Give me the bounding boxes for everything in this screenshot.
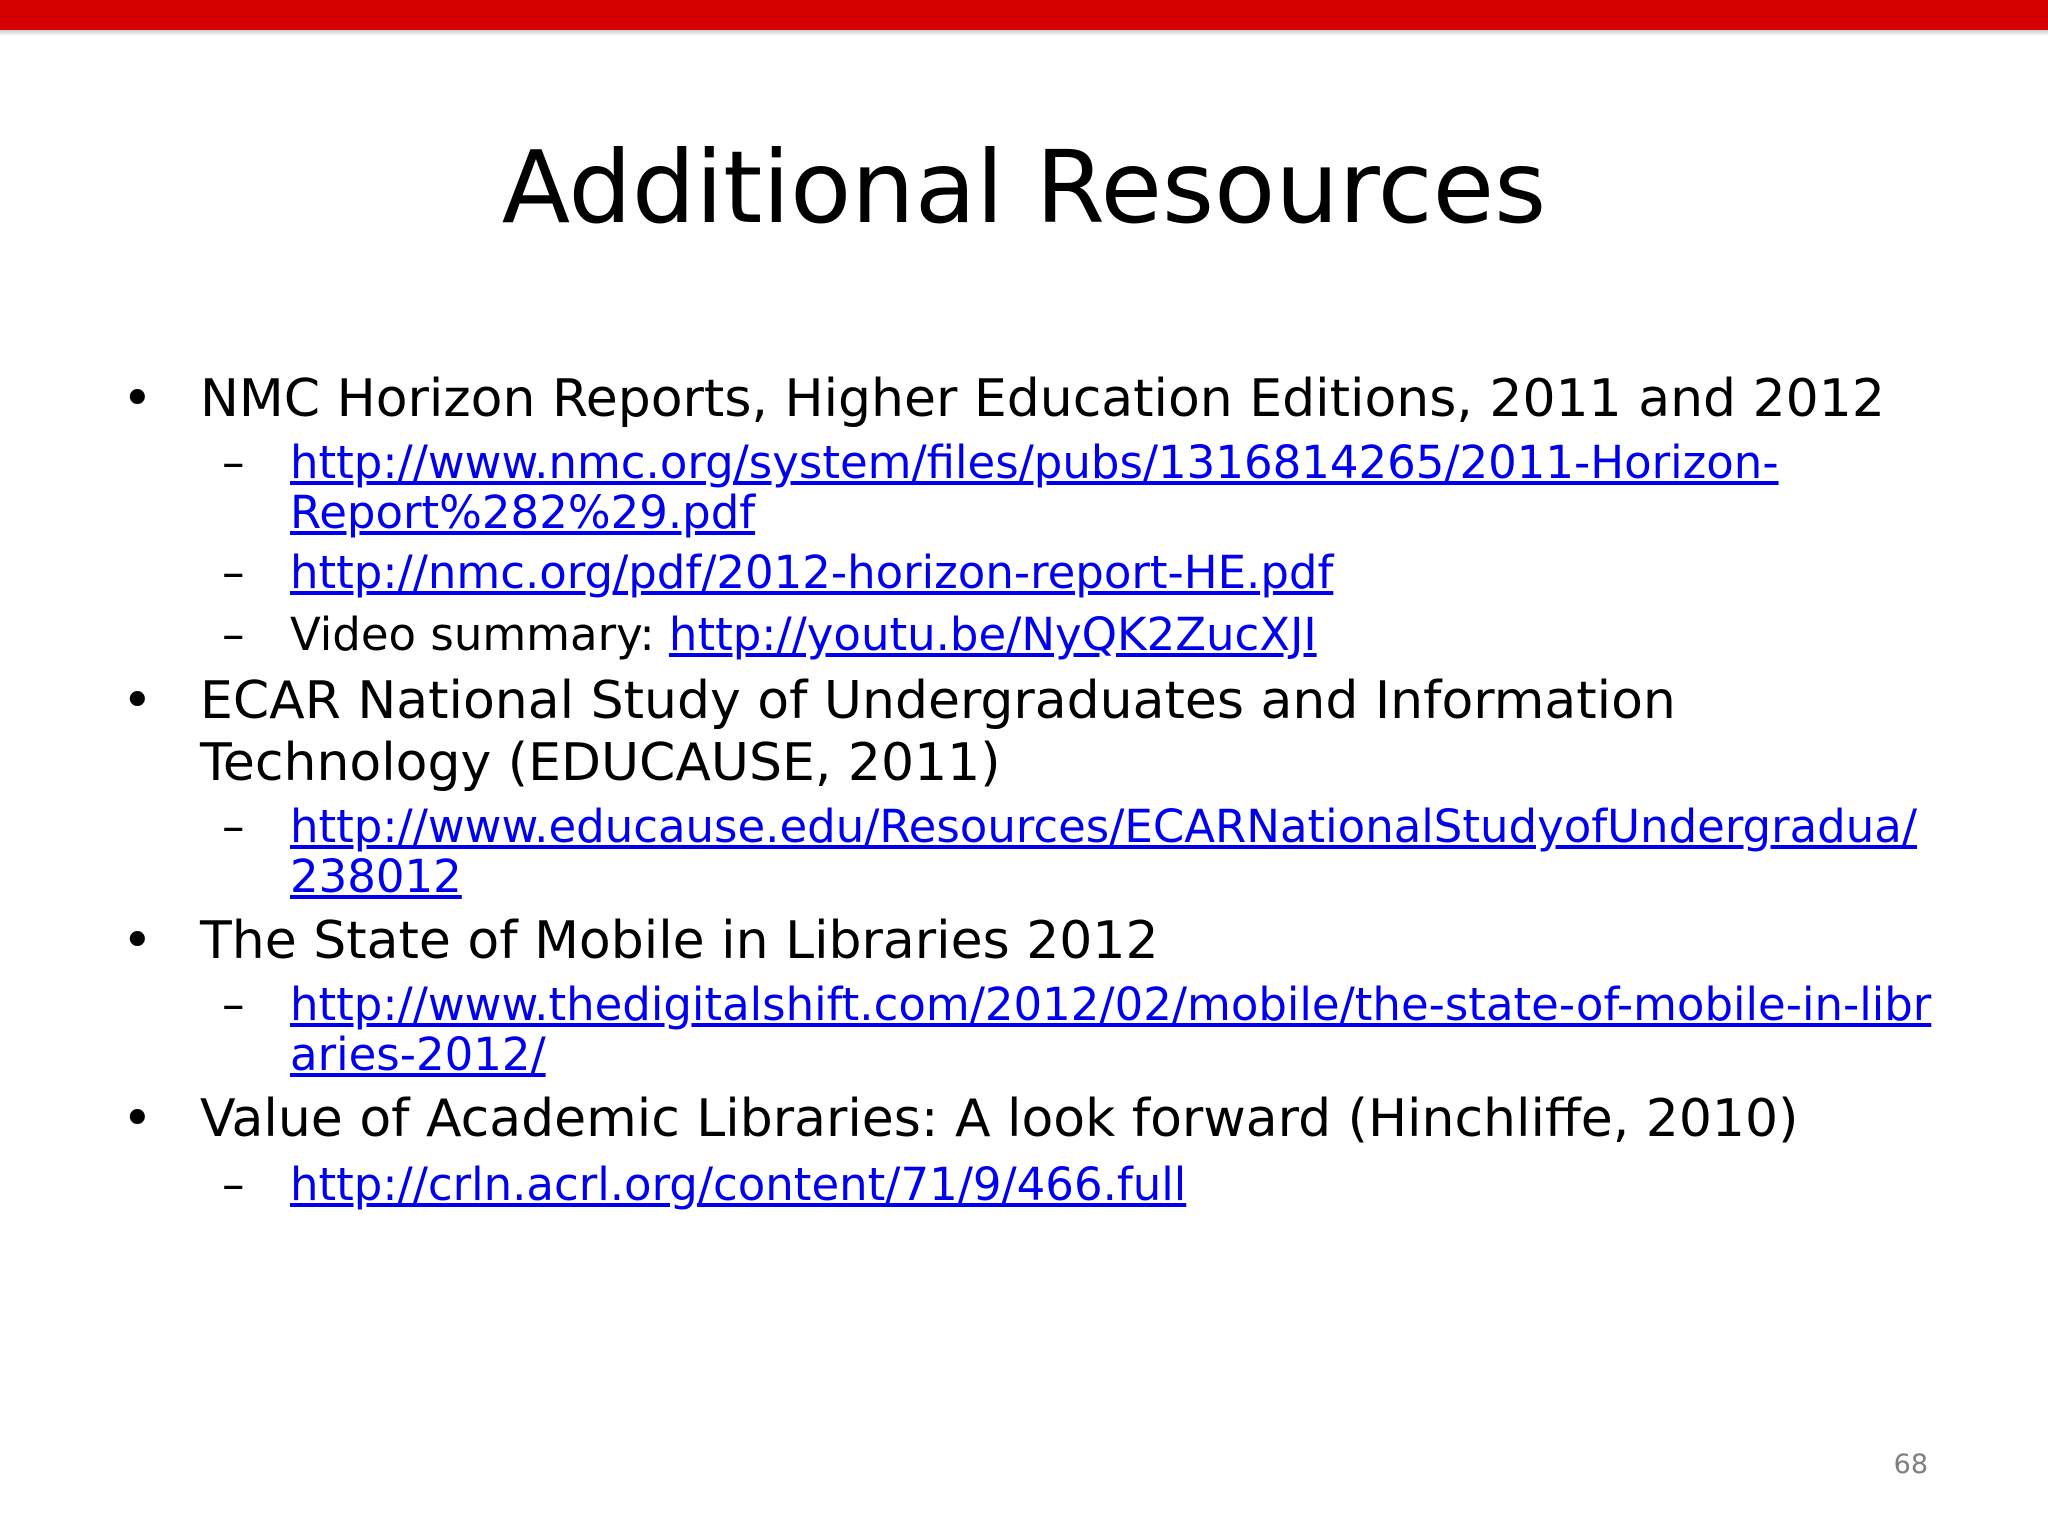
list-subitem	[122, 608, 1942, 662]
resource-link[interactable]: http://nmc.org/pdf/2012-horizon-report-HE.pdf	[290, 546, 1334, 599]
list-item	[122, 670, 1942, 794]
list-subitem	[122, 546, 1942, 600]
list-subitem	[122, 980, 1942, 1080]
top-bar-shadow	[0, 30, 2048, 36]
resource-link[interactable]: http://crln.acrl.org/content/71/9/466.full	[290, 1158, 1187, 1211]
resource-link[interactable]: http://youtu.be/NyQK2ZucXJI	[668, 608, 1317, 661]
slide-title: Additional Resources	[501, 129, 1547, 246]
bullet-icon: •	[122, 671, 153, 731]
bullet-icon: •	[122, 369, 153, 429]
list-item	[122, 910, 1942, 972]
dash-icon: –	[222, 800, 245, 853]
page-number: 68	[1893, 1449, 1928, 1480]
list-item	[122, 368, 1942, 430]
resource-title: The State of Mobile in Libraries 2012	[200, 911, 1159, 971]
list-subitem	[122, 438, 1942, 538]
resource-title: NMC Horizon Reports, Higher Education Editions, 2011 and 2012	[200, 369, 1885, 429]
dash-icon: –	[222, 608, 245, 661]
resource-title: Value of Academic Libraries: A look forward (Hinchliffe, 2010)	[200, 1089, 1799, 1149]
dash-icon: –	[222, 1158, 245, 1211]
list-subitem	[122, 802, 1942, 902]
dash-icon: –	[222, 546, 245, 599]
dash-icon: –	[222, 436, 245, 489]
resource-link[interactable]: http://www.thedigitalshift.com/2012/02/mobile/the-state-of-mobile-in-libraries-2012/	[290, 978, 1932, 1081]
resource-link[interactable]: http://www.nmc.org/system/files/pubs/1316814265/2011-Horizon-Report%282%29.pdf	[290, 436, 1779, 539]
list-subitem	[122, 1158, 1942, 1212]
bullet-icon: •	[122, 911, 153, 971]
link-prefix: Video summary:	[290, 608, 669, 661]
resource-title: ECAR National Study of Undergraduates and Information Technology (EDUCAUSE, 2011)	[200, 671, 1676, 793]
dash-icon: –	[222, 978, 245, 1031]
list-item	[122, 1088, 1942, 1150]
resource-link[interactable]: http://www.educause.edu/Resources/ECARNationalStudyofUndergradua/238012	[290, 800, 1917, 903]
bullet-icon: •	[122, 1089, 153, 1149]
resource-list	[122, 360, 1942, 1212]
top-accent-bar	[0, 0, 2048, 30]
